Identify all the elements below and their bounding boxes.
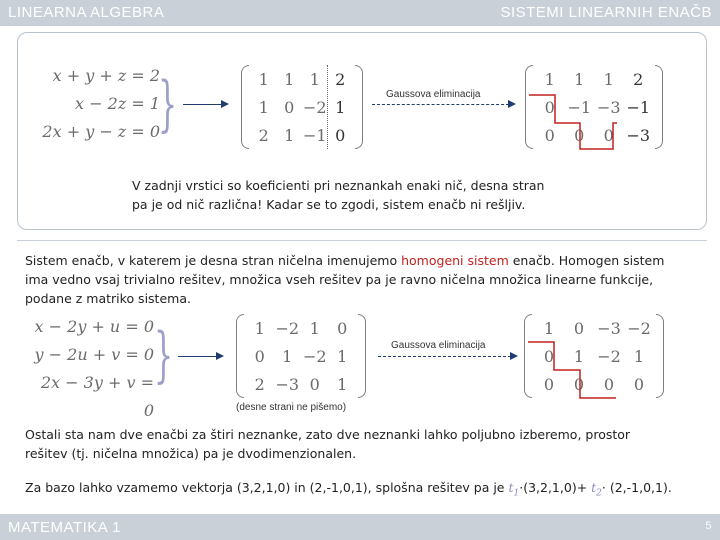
unsolvable-note — [132, 176, 544, 214]
gauss-label: Gaussova eliminacija — [391, 340, 486, 351]
matrix-cell: 2 — [335, 69, 346, 89]
text: enačb. Homogen sistem — [508, 253, 665, 268]
arrow-icon — [183, 104, 227, 105]
matrix-cell: −3 — [626, 125, 651, 145]
matrix-cell: 0 — [633, 374, 645, 394]
course-title: LINEARNA ALGEBRA — [8, 4, 165, 21]
matrix-cell: 1 — [254, 318, 265, 338]
equation: 2x − 3y + v = 0 — [40, 373, 154, 420]
matrix-cell: 2 — [254, 374, 265, 394]
equation: x + y + z = 2 — [52, 66, 160, 85]
note-line: pa je od nič različna! Kadar se to zgodi, sistem enačb ni rešljiv. — [132, 197, 526, 212]
matrix-cell: 0 — [284, 97, 295, 117]
matrix-cell: 0 — [254, 346, 265, 366]
caption: (desne strani ne pišemo) — [236, 402, 347, 413]
equation: x − 2y + u = 0 — [34, 317, 154, 336]
text: Ostali sta nam dve enačbi za štiri neznanke, zato dve neznanki lahko poljubno izberemo, prostor — [25, 427, 631, 442]
matrix-cell: 0 — [573, 374, 585, 394]
matrix-cell: 1 — [603, 69, 614, 89]
matrix-cell: 1 — [573, 346, 585, 366]
note-line: V zadnji vrstici so koeficienti pri neznankah enaki nič, desna stran — [132, 178, 545, 193]
matrix-cell: −2 — [302, 97, 327, 117]
matrix-cell: 1 — [284, 125, 295, 145]
matrix-cell: 1 — [284, 69, 295, 89]
matrix-cell: 2 — [633, 69, 644, 89]
matrix-cell: −2 — [275, 318, 300, 338]
augmented-matrix-1 — [241, 65, 363, 149]
footer-course: MATEMATIKA 1 — [8, 519, 121, 536]
arrow-icon — [178, 356, 222, 357]
vector-1: ·(3,2,1,0)+ — [519, 480, 592, 495]
text: rešitev (tj. ničelna množica) pa je dvodimenzionalen. — [25, 446, 357, 461]
matrix-cell: 1 — [258, 97, 269, 117]
param-t1: $t_1$ — [508, 480, 520, 499]
matrix-cell: 1 — [282, 346, 293, 366]
gauss-label: Gaussova eliminacija — [386, 89, 481, 100]
matrix-cell: −3 — [596, 97, 621, 117]
matrix-cell: −2 — [302, 346, 327, 366]
header-bar — [0, 0, 720, 26]
matrix-cell: 1 — [543, 318, 555, 338]
right-brace: } — [154, 320, 174, 390]
matrix-cell: 1 — [574, 69, 585, 89]
section-title: SISTEMI LINEARNIH ENAČB — [500, 4, 712, 21]
matrix-cell: 1 — [335, 97, 346, 117]
matrix-cell: 0 — [337, 318, 348, 338]
matrix-cell: 0 — [544, 125, 555, 145]
text: podane z matriko sistema. — [25, 291, 191, 306]
matrix-cell: 0 — [573, 318, 585, 338]
text: Za bazo lahko vzamemo vektorja (3,2,1,0) in (2,-1,0,1), splošna rešitev pa je — [25, 480, 509, 495]
matrix-cell: −3 — [275, 374, 300, 394]
matrix-cell: 1 — [258, 69, 269, 89]
page-number: 5 — [705, 520, 712, 532]
matrix-cell: 1 — [337, 374, 348, 394]
section-divider — [17, 240, 707, 241]
matrix-cell: 0 — [603, 374, 615, 394]
matrix-cell: 0 — [309, 374, 320, 394]
dashed-arrow-icon — [378, 356, 516, 357]
right-brace: } — [158, 69, 178, 139]
equation: x − 2z = 1 — [75, 94, 160, 113]
matrix-cell: −1 — [626, 97, 651, 117]
matrix-cell: 2 — [258, 125, 269, 145]
matrix-cell: −1 — [302, 125, 327, 145]
text: ima vedno vsaj trivialno rešitev, množica vseh rešitev pa je ravno ničelna množica linearne funkcije, — [25, 272, 654, 287]
augment-separator — [327, 65, 328, 149]
vector-2: · (2,-1,0,1). — [601, 480, 672, 495]
equation: 2x + y − z = 0 — [42, 122, 160, 141]
conclusion-text — [25, 425, 705, 463]
matrix-cell: 1 — [309, 69, 320, 89]
equation: y − 2u + v = 0 — [34, 345, 154, 364]
highlight-term: homogeni sistem — [401, 253, 509, 268]
matrix-cell: 0 — [335, 125, 346, 145]
coefficient-matrix-2 — [236, 314, 366, 398]
text: Sistem enačb, v katerem je desna stran ničelna imenujemo — [25, 253, 402, 268]
general-solution — [25, 478, 715, 504]
system-equations-2 — [30, 313, 154, 425]
matrix-cell: 1 — [337, 346, 348, 366]
matrix-cell: 0 — [603, 125, 614, 145]
matrix-cell: 0 — [574, 125, 585, 145]
footer-bar — [0, 514, 720, 540]
echelon-staircase — [525, 65, 665, 155]
dashed-arrow-icon — [372, 104, 514, 105]
matrix-cell: 1 — [544, 69, 555, 89]
homogeneous-definition — [25, 251, 705, 308]
matrix-cell: 0 — [543, 374, 555, 394]
matrix-cell: 1 — [633, 346, 645, 366]
matrix-cell: −1 — [567, 97, 592, 117]
matrix-cell: −3 — [597, 318, 621, 338]
matrix-cell: 1 — [309, 318, 320, 338]
matrix-cell: 0 — [543, 346, 555, 366]
matrix-cell: −2 — [597, 346, 621, 366]
system-equations-1 — [42, 62, 160, 146]
matrix-cell: −2 — [627, 318, 651, 338]
matrix-cell: 0 — [544, 97, 555, 117]
echelon-staircase — [524, 314, 664, 404]
param-t2: $t_2$ — [591, 480, 602, 499]
